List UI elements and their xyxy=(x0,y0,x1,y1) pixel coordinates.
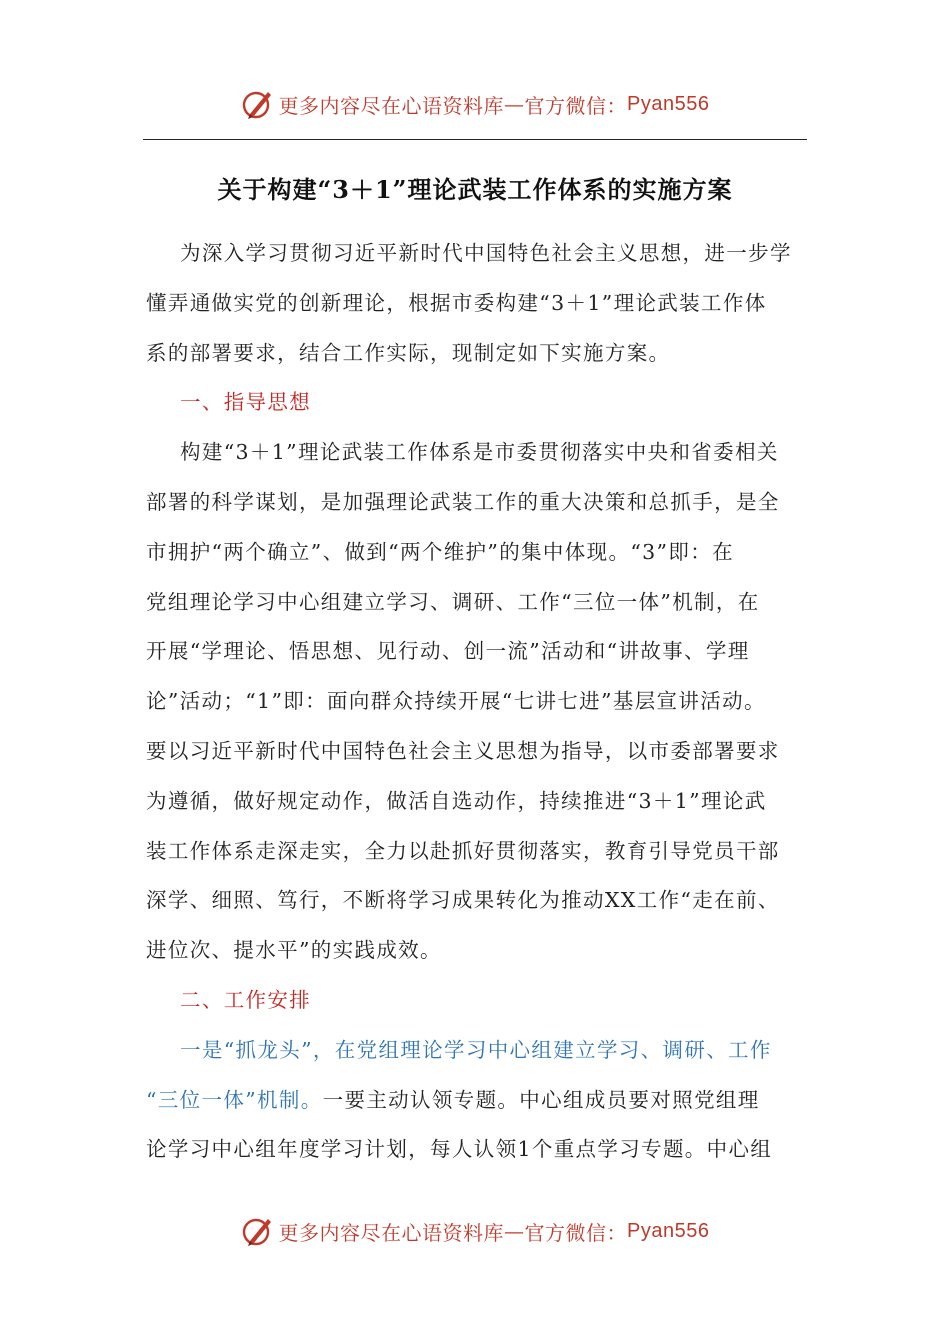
banner-dash: — xyxy=(504,92,525,116)
paragraph-line: 市拥护“两个确立”、做到“两个维护”的集中体现。“3”即：在 xyxy=(146,539,734,564)
header-banner xyxy=(0,84,950,124)
paragraph-line: 为遵循，做好规定动作，做活自选动作，持续推进“3＋1”理论武 xyxy=(146,788,767,813)
section-heading-work-arrangement: 二、工作安排 xyxy=(180,987,312,1012)
highlight-text: “三位一体”机制。 xyxy=(146,1087,323,1112)
paragraph-line: 部署的科学谋划，是加强理论武装工作的重大决策和总抓手，是全 xyxy=(146,489,780,514)
footer-banner xyxy=(0,1211,950,1251)
banner-wechat-id: Pyan556 xyxy=(627,1219,710,1242)
section-heading-guiding-ideology: 一、指导思想 xyxy=(180,390,312,415)
banner-dash: — xyxy=(504,1219,525,1243)
document-title: 关于构建“3＋1”理论武装工作体系的实施方案 xyxy=(217,175,733,204)
header-divider xyxy=(143,139,807,140)
banner-brand: 更多内容尽在心语资料库 xyxy=(278,93,505,118)
paragraph-line: 论学习中心组年度学习计划，每人认领1个重点学习专题。中心组 xyxy=(146,1137,773,1162)
paragraph-line: 进位次、提水平”的实践成效。 xyxy=(146,938,442,963)
pen-logo-icon xyxy=(241,87,275,121)
paragraph-line: 深学、细照、笃行，不断将学习成果转化为推动XX工作“走在前、 xyxy=(146,888,780,913)
paragraph-line: 为深入学习贯彻习近平新时代中国特色社会主义思想，进一步学 xyxy=(180,241,792,265)
paragraph-line: 懂弄通做实党的创新理论，根据市委构建“3＋1”理论武装工作体 xyxy=(146,290,767,315)
paragraph-line: 要以习近平新时代中国特色社会主义思想为指导，以市委部署要求 xyxy=(146,738,780,763)
paragraph-line: 构建“3＋1”理论武装工作体系是市委贯彻落实中央和省委相关 xyxy=(180,440,779,465)
paragraph-line: 开展“学理论、悟思想、见行动、创一流”活动和“讲故事、学理 xyxy=(146,639,750,664)
banner-wechat-label: 官方微信： xyxy=(524,1220,628,1245)
paragraph-line xyxy=(146,1076,826,1126)
paragraph-line: 党组理论学习中心组建立学习、调研、工作“三位一体”机制，在 xyxy=(146,589,760,614)
paragraph-line: 论”活动；“1”即：面向群众持续开展“七讲七进”基层宣讲活动。 xyxy=(146,689,766,714)
paragraph-line: 系的部署要求，结合工作实际，现制定如下实施方案。 xyxy=(146,340,671,365)
banner-wechat-label: 官方微信： xyxy=(524,93,628,118)
document-body xyxy=(146,229,826,1175)
highlight-line: 一是“抓龙头”，在党组理论学习中心组建立学习、调研、工作 xyxy=(180,1037,772,1062)
pen-logo-icon xyxy=(241,1214,275,1248)
banner-brand: 更多内容尽在心语资料库 xyxy=(278,1220,505,1245)
paragraph-line: 装工作体系走深走实，全力以赴抓好贯彻落实，教育引导党员干部 xyxy=(146,838,780,863)
paragraph-text: 一要主动认领专题。中心组成员要对照党组理 xyxy=(322,1087,760,1112)
banner-wechat-id: Pyan556 xyxy=(627,92,710,115)
